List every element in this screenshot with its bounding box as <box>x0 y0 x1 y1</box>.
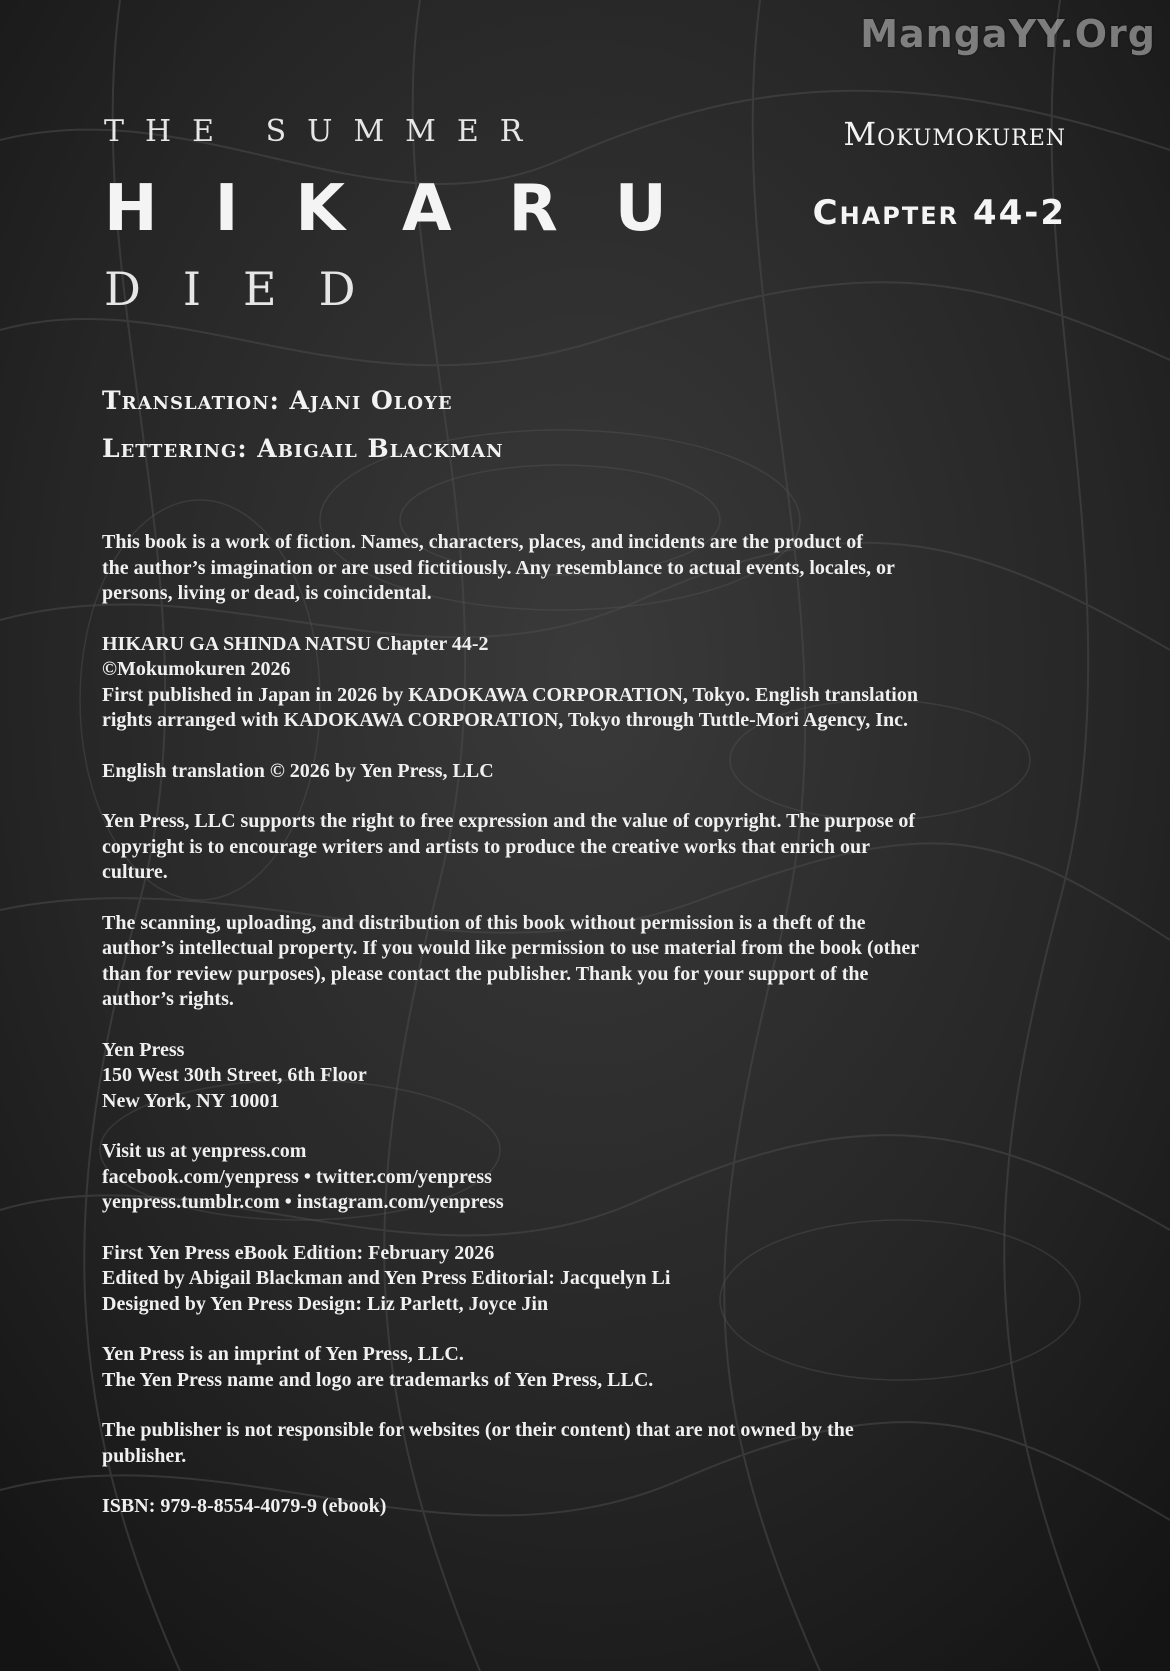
online-links: Visit us at yenpress.com facebook.com/yenpress • twitter.com/yenpress yenpress.tumblr.com • instagram.com/yenpress <box>102 1140 504 1213</box>
translation-copyright: English translation © 2026 by Yen Press, LLC <box>102 759 494 782</box>
imprint-info: Yen Press is an imprint of Yen Press, LLC. The Yen Press name and logo are trademarks of Yen Press, LLC. <box>102 1343 654 1391</box>
title-line-bottom: DIED <box>104 262 398 316</box>
site-watermark: MangaYY.Org <box>860 12 1156 56</box>
author-name: Mokumokuren <box>843 115 1066 153</box>
fiction-notice: This book is a work of fiction. Names, characters, places, and incidents are the product of the author’s imagination or are used fictitiously. Any resemblance to actual events, locales, or persons, living or dead, is coincidental. <box>102 531 895 604</box>
copyright-support: Yen Press, LLC supports the right to free expression and the value of copyright. The purpose of copyright is to encourage writers and artists to produce the creative works that enrich our culture. <box>102 810 915 883</box>
isbn: ISBN: 979-8-8554-4079-9 (ebook) <box>102 1495 387 1517</box>
lettering-credit: Lettering: Abigail Blackman <box>102 434 504 463</box>
edition-info: First Yen Press eBook Edition: February 2026 Edited by Abigail Blackman and Yen Press Editorial: Jacquelyn Li Designed by Yen Press Design: Liz Parlett, Joyce Jin <box>102 1241 671 1315</box>
chapter-number: Chapter 44-2 <box>812 193 1066 233</box>
title-line-top: THE SUMMER <box>104 114 544 149</box>
publisher-address: Yen Press 150 West 30th Street, 6th Floor New York, NY 10001 <box>102 1038 367 1112</box>
translation-credit: Translation: Ajani Oloye <box>102 386 453 415</box>
website-disclaimer: The publisher is not responsible for websites (or their content) that are not owned by the publisher. <box>102 1419 854 1467</box>
original-publication: HIKARU GA SHINDA NATSU Chapter 44-2 ©Mokumokuren 2026 First published in Japan in 2026 by KADOKAWA CORPORATION, Tokyo. English translation rights arranged with KADOKAWA CORPORATION, Tokyo through Tuttle-Mori Agency, Inc. <box>102 632 918 731</box>
piracy-notice: The scanning, uploading, and distribution of this book without permission is a theft of the author’s intellectual property. If you would like permission to use material from the book (other than for review purposes), please contact the publisher. Thank you for your support of the author’s rights. <box>102 911 920 1010</box>
legal-text <box>102 530 1062 1545</box>
title-main: HIKARU <box>104 172 724 246</box>
